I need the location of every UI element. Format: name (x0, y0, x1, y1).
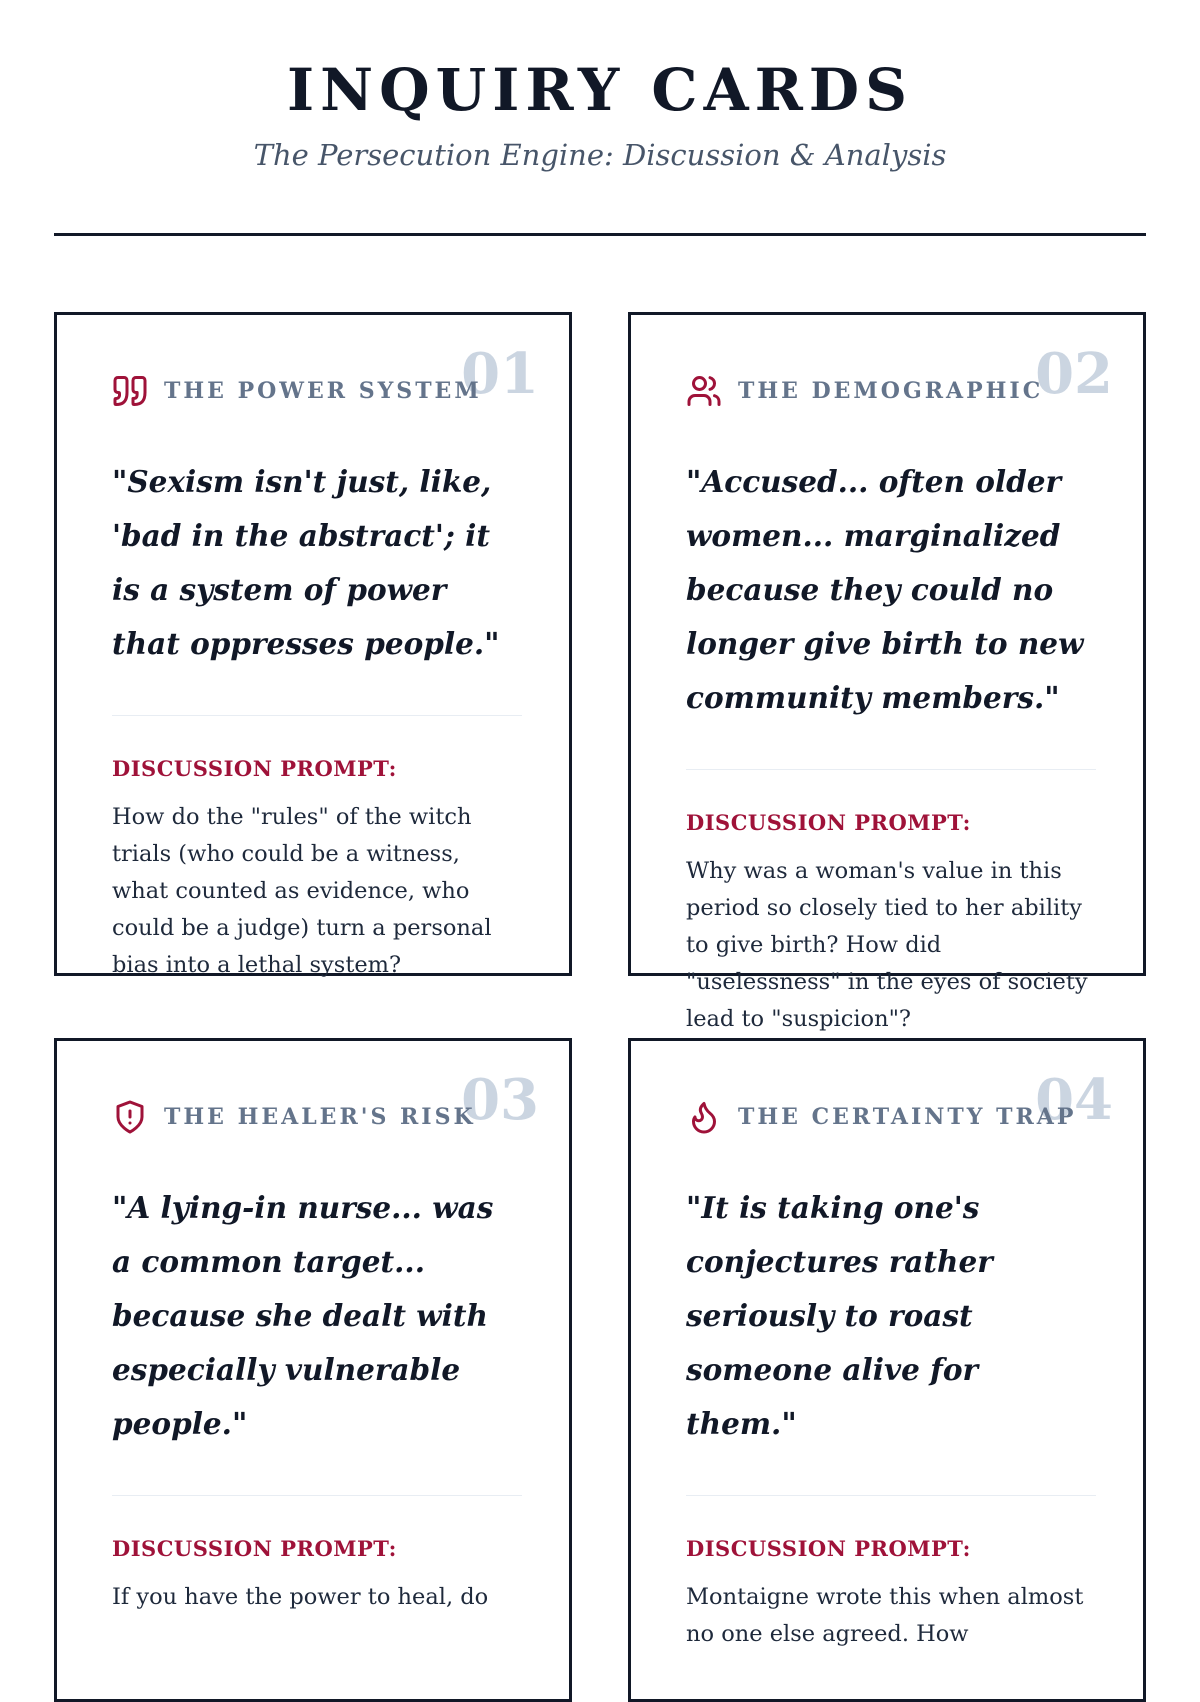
prompt-label: DISCUSSION PROMPT: (686, 810, 971, 835)
prompt-text: If you have the power to heal, do (112, 1584, 489, 1610)
header-divider (54, 233, 1146, 236)
card-divider (112, 1495, 522, 1496)
card-content (112, 1181, 522, 1616)
card-category: THE DEMOGRAPHIC (738, 378, 1044, 404)
page-subtitle: The Persecution Engine: Discussion & Analysis (253, 138, 947, 172)
card-header (686, 1099, 1076, 1135)
card-category: THE POWER SYSTEM (164, 378, 482, 404)
card-divider (686, 1495, 1096, 1496)
card-number: 02 (1035, 341, 1113, 407)
card-quote: "Sexism isn't just, like, 'bad in the abstract'; it is a system of power that oppresses people." (112, 464, 500, 661)
card-content (112, 455, 522, 984)
quote-icon (112, 373, 148, 409)
prompt-label: DISCUSSION PROMPT: (112, 1536, 397, 1561)
card-content (686, 455, 1096, 1038)
prompt-text: Montaigne wrote this when almost no one else agreed. How (686, 1584, 1084, 1647)
inquiry-card-04 (628, 1038, 1146, 1702)
card-category: THE HEALER'S RISK (164, 1104, 476, 1130)
card-quote: "A lying-in nurse... was a common target... because she dealt with especially vulnerable people." (112, 1190, 494, 1441)
card-number: 01 (461, 341, 539, 407)
flame-icon (686, 1099, 722, 1135)
card-divider (686, 769, 1096, 770)
prompt-text: Why was a woman's value in this period so closely tied to her ability to give birth? How did "uselessness" in the eyes of society lead to "suspicion"? (686, 858, 1088, 1032)
card-header (112, 373, 482, 409)
inquiry-card-03 (54, 1038, 572, 1702)
shield-alert-icon (112, 1099, 148, 1135)
card-quote: "It is taking one's conjectures rather seriously to roast someone alive for them." (686, 1190, 993, 1441)
card-quote: "Accused... often older women... marginalized because they could no longer give birth to new community members." (686, 464, 1084, 715)
inquiry-card-01 (54, 312, 572, 976)
card-header (112, 1099, 476, 1135)
prompt-label: DISCUSSION PROMPT: (112, 756, 397, 781)
card-content (686, 1181, 1096, 1653)
card-number: 04 (1035, 1067, 1113, 1133)
prompt-label: DISCUSSION PROMPT: (686, 1536, 971, 1561)
prompt-text: How do the "rules" of the witch trials (who could be a witness, what counted as evidence, who could be a judge) turn a personal bias into a lethal system? (112, 804, 492, 978)
card-header (686, 373, 1043, 409)
users-icon (686, 373, 722, 409)
card-divider (112, 715, 522, 716)
inquiry-card-02 (628, 312, 1146, 1032)
card-category: THE CERTAINTY TRAP (738, 1104, 1077, 1130)
page-title: INQUIRY CARDS (287, 56, 913, 124)
card-number: 03 (461, 1067, 539, 1133)
